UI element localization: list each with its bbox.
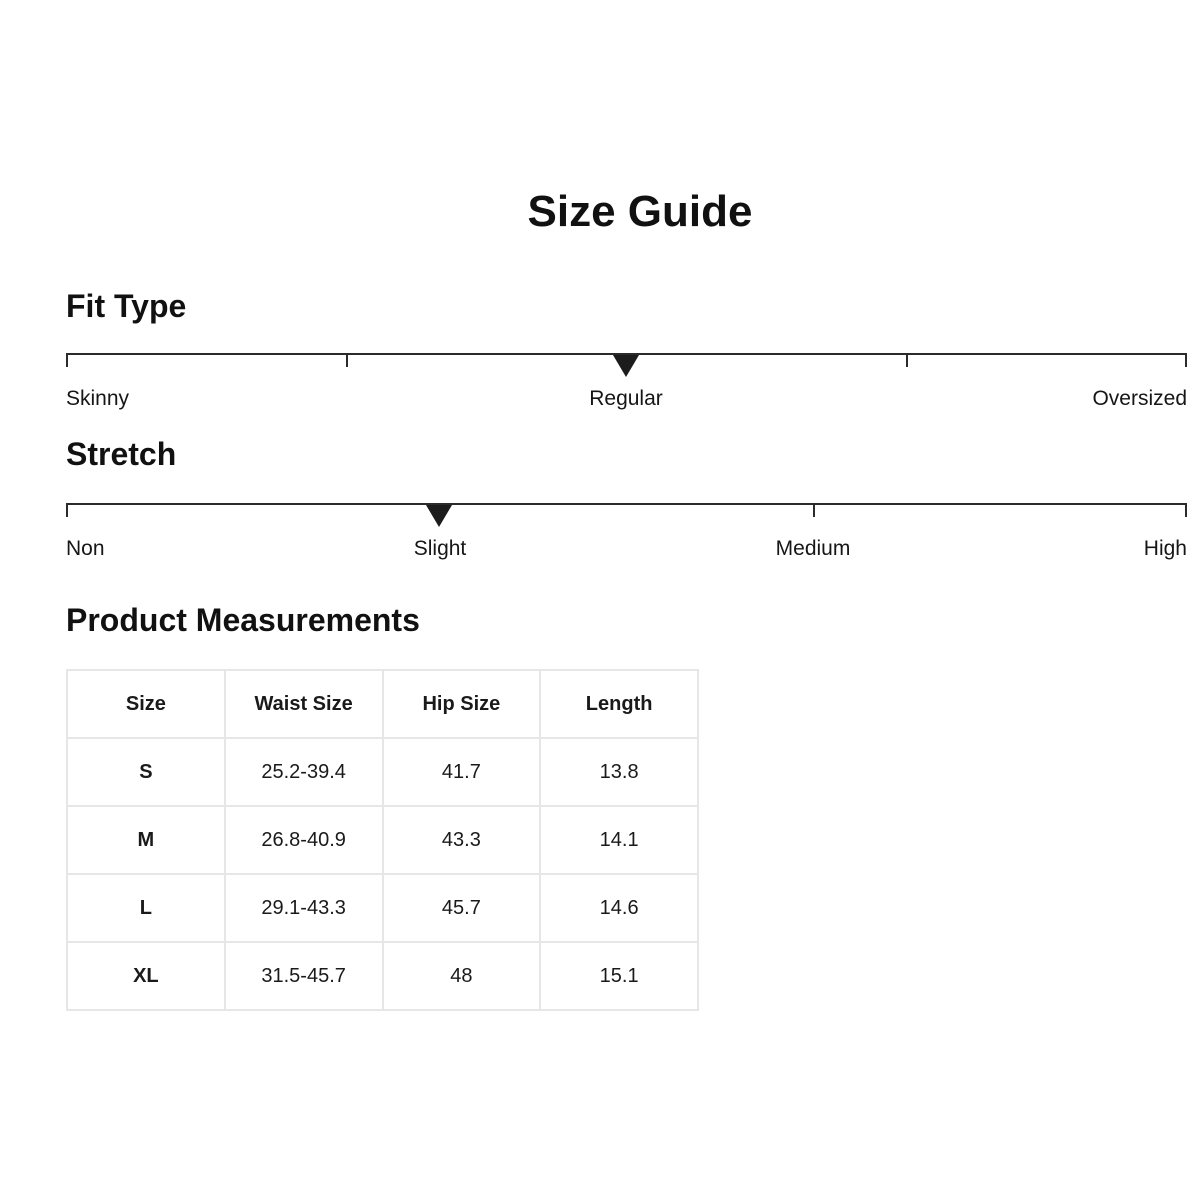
header-waist-size: Waist Size	[225, 670, 383, 738]
hip-size-cell: 43.3	[383, 806, 541, 874]
hip-size-cell: 45.7	[383, 874, 541, 942]
header-hip-size: Hip Size	[383, 670, 541, 738]
fit-type-selected-marker	[613, 355, 639, 377]
size-cell: S	[67, 738, 225, 806]
table-row	[67, 874, 698, 942]
fit-type-label-oversized: Oversized	[1092, 387, 1187, 410]
fit-type-scale	[66, 343, 1187, 413]
size-cell: XL	[67, 942, 225, 1010]
fit-type-label-regular: Regular	[589, 387, 663, 410]
stretch-label-medium: Medium	[775, 537, 851, 560]
hip-size-cell: 41.7	[383, 738, 541, 806]
stretch-label-slight: Slight	[413, 537, 467, 560]
product-measurements-heading: Product Measurements	[66, 602, 420, 638]
table-row	[67, 738, 698, 806]
stretch-scale	[66, 493, 1187, 563]
fit-type-heading: Fit Type	[66, 288, 187, 324]
length-cell: 14.1	[540, 806, 698, 874]
stretch-tick-1	[66, 503, 68, 517]
stretch-scale-line	[66, 503, 1187, 505]
header-size: Size	[67, 670, 225, 738]
stretch-label-non: Non	[66, 537, 105, 560]
waist-size-cell: 29.1-43.3	[225, 874, 383, 942]
length-cell: 14.6	[540, 874, 698, 942]
measurements-table	[66, 669, 699, 1011]
fit-type-tick-3	[906, 353, 908, 367]
stretch-tick-3	[1185, 503, 1187, 517]
waist-size-cell: 31.5-45.7	[225, 942, 383, 1010]
size-cell: M	[67, 806, 225, 874]
header-length: Length	[540, 670, 698, 738]
table-row	[67, 806, 698, 874]
table-row	[67, 942, 698, 1010]
waist-size-cell: 26.8-40.9	[225, 806, 383, 874]
stretch-label-high: High	[1143, 537, 1187, 560]
length-cell: 15.1	[540, 942, 698, 1010]
stretch-heading: Stretch	[66, 436, 177, 472]
page-title: Size Guide	[527, 187, 753, 236]
waist-size-cell: 25.2-39.4	[225, 738, 383, 806]
stretch-tick-2	[813, 503, 815, 517]
fit-type-tick-2	[346, 353, 348, 367]
size-cell: L	[67, 874, 225, 942]
length-cell: 13.8	[540, 738, 698, 806]
fit-type-tick-1	[66, 353, 68, 367]
table-header-row	[67, 670, 698, 738]
stretch-selected-marker	[426, 505, 452, 527]
fit-type-label-skinny: Skinny	[66, 387, 130, 410]
hip-size-cell: 48	[383, 942, 541, 1010]
fit-type-tick-4	[1185, 353, 1187, 367]
